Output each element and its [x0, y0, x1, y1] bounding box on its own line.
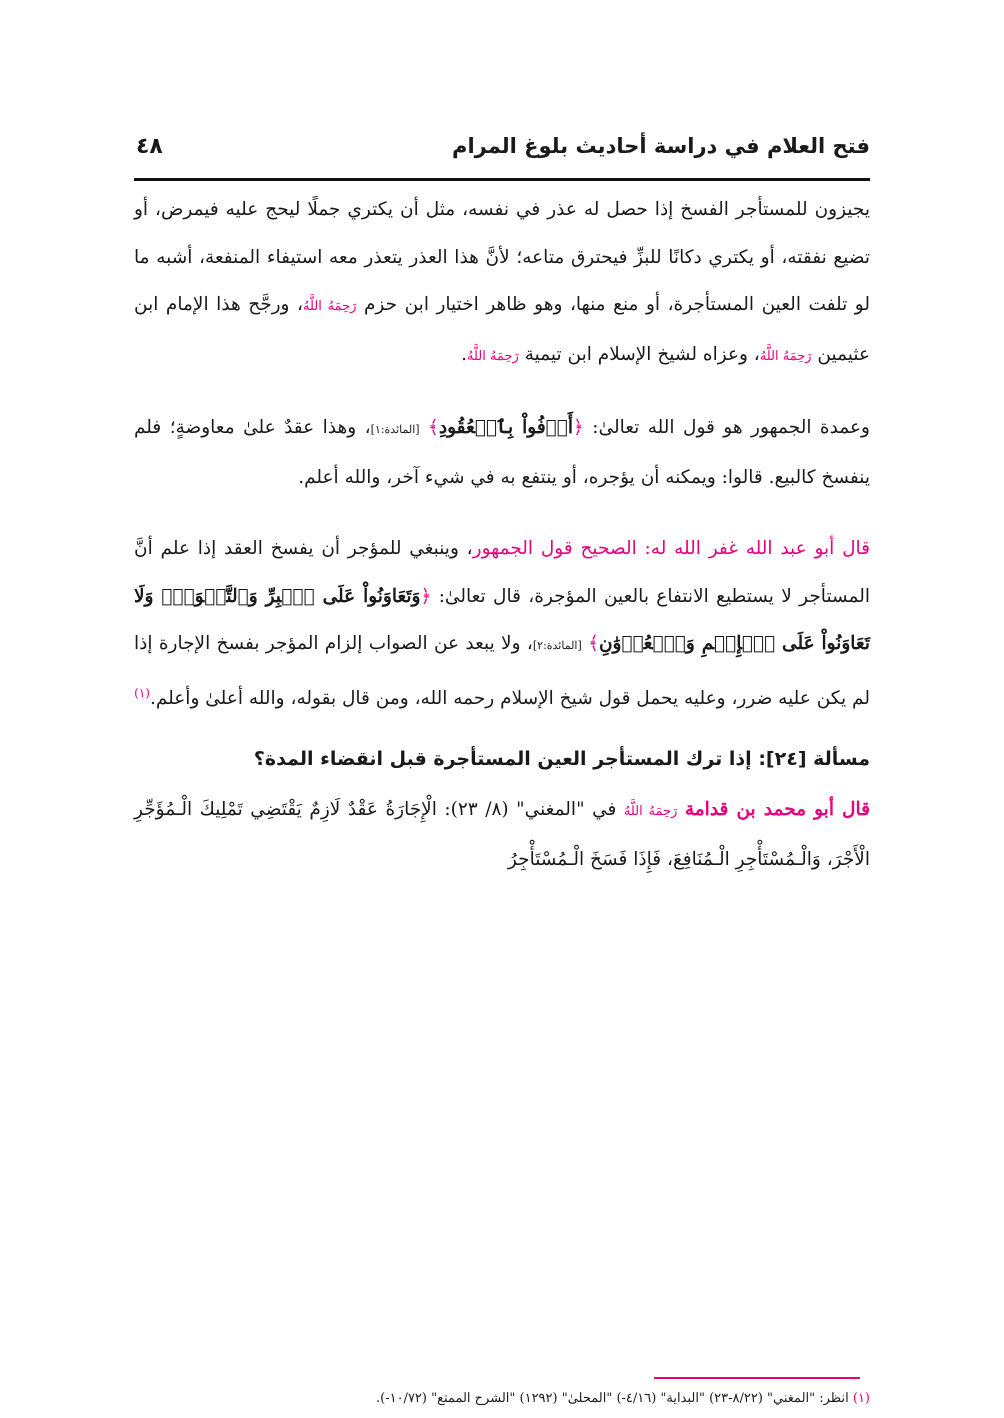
- honorific-symbol: رَحِمَهُ اللَّهُ: [467, 348, 519, 364]
- para2-text-1: وعمدة الجمهور هو قول الله تعالىٰ:: [592, 417, 870, 438]
- para1-text-3: ، وعزاه لشيخ الإسلام ابن تيمية: [524, 343, 760, 365]
- quran-reference: [المائدة:٢]: [532, 639, 582, 652]
- issue-title: إذا ترك المستأجر العين المستأجرة قبل انقضاء المدة؟: [253, 748, 752, 771]
- quran-bracket-close: ﴾: [428, 417, 439, 438]
- footnote-marker[interactable]: (١): [134, 685, 150, 700]
- verdict: الصحيح قول الجمهور: [472, 538, 637, 559]
- quran-bracket-open: ﴿: [420, 585, 432, 607]
- quran-bracket-close: ﴾: [588, 633, 599, 654]
- book-title: فتح العلام في دراسة أحاديث بلوغ المرام: [452, 134, 870, 158]
- footnote-rule: [654, 1377, 860, 1379]
- para2-text-2: ، وهذا عقدٌ علىٰ معاوضةٍ؛ فلم ينفسخ كالبيع. قالوا: ويمكنه أن يؤجره، أو ينتفع به في شيء آخر، والله أعلم.: [134, 417, 870, 488]
- footnotes: [134, 1386, 870, 1412]
- honorific-symbol: رَحِمَهُ اللَّهُ: [759, 348, 812, 364]
- page-number: ٤٨: [136, 134, 163, 159]
- para3-text-1: ، وينبغي للمؤجر أن يفسخ العقد إذا علم أنَّ المستأجر لا يستطيع الانتفاع بالعين المؤجرة، قال تعالىٰ:: [134, 538, 870, 607]
- paragraph-4: [134, 786, 870, 883]
- para3-text-2: ، ولا يبعد عن الصواب إلزام المؤجر بفسخ الإجارة إذا لم يكن عليه ضرر، وعليه يحمل قول شيخ الإسلام رحمه الله، ومن قال بقوله، والله أعلىٰ وأعلم.: [134, 633, 870, 709]
- honorific-symbol: رَحِمَهُ اللَّهُ: [623, 804, 678, 820]
- paragraph-2: [134, 404, 870, 501]
- para1-text-2: ، ورجَّح هذا الإمام ابن عثيمين: [134, 294, 870, 365]
- issue-label: مسألة [٢٤]:: [758, 748, 870, 771]
- header-rule: [134, 178, 870, 181]
- quran-bracket-open: ﴿: [573, 417, 584, 438]
- footnote-text: انظر: "المغني" (٨/٢٢-٢٣) "البداية" (٤/١٦-) "المحلىٰ" (١٢٩٢) "الشرح الممتع" (١٠/٧٢-).: [375, 1391, 849, 1406]
- footnote-number: (١): [852, 1391, 870, 1406]
- para1-text-4: .: [461, 343, 468, 365]
- paragraph-1: [134, 186, 870, 380]
- quran-verse: أَوۡفُواْ بِٱلۡعُقُودِ: [438, 417, 573, 438]
- quran-verse: وَتَعَاوَنُواْ عَلَى ٱلۡبِرِّ وَٱلتَّقۡوَىٰۖ وَلَا تَعَاوَنُواْ عَلَى ٱلۡإِثۡمِ وَٱلۡعُدۡوَٰنِ: [134, 585, 870, 654]
- para4-text-1: في "المغني" (٨/ ٢٣):: [444, 799, 617, 821]
- author-attribution: قال أبو عبد الله غفر الله له:: [644, 538, 870, 559]
- page-body: [134, 186, 870, 883]
- running-header: [134, 120, 870, 172]
- honorific-symbol: رَحِمَهُ اللَّهُ: [303, 299, 357, 314]
- author-attribution: قال أبو محمد بن قدامة: [684, 799, 870, 821]
- quran-reference: [المائدة:١]: [370, 423, 420, 436]
- para1-text-1: يجيزون للمستأجر الفسخ إذا حصل له عذر في نفسه، مثل أن يكتري جملًا ليحج عليه فيمرض، أو تضيع نفقته، أو يكتري دكانًا للبزِّ فيحترق متاعه؛ لأنَّ هذا العذر يتعذر معه استيفاء المنفعة، أشبه ما لو تلفت العين المستأجرة، أو منع منها، وهو ظاهر اختيار ابن حزم: [134, 199, 871, 315]
- page: [134, 120, 871, 870]
- paragraph-3: [134, 525, 870, 722]
- quoted-text: الْإِجَارَةُ عَقْدٌ لَازِمٌ يَقْتَضِي تَمْلِيكَ الْـمُؤَجِّرِ الْأَجْرَ، وَالْـمُسْتَأْجِرِ الْـمُنَافِعَ، فَإِذَا فَسَخَ الْـمُسْتَأْجِرُ: [134, 799, 870, 870]
- issue-heading: [134, 736, 870, 782]
